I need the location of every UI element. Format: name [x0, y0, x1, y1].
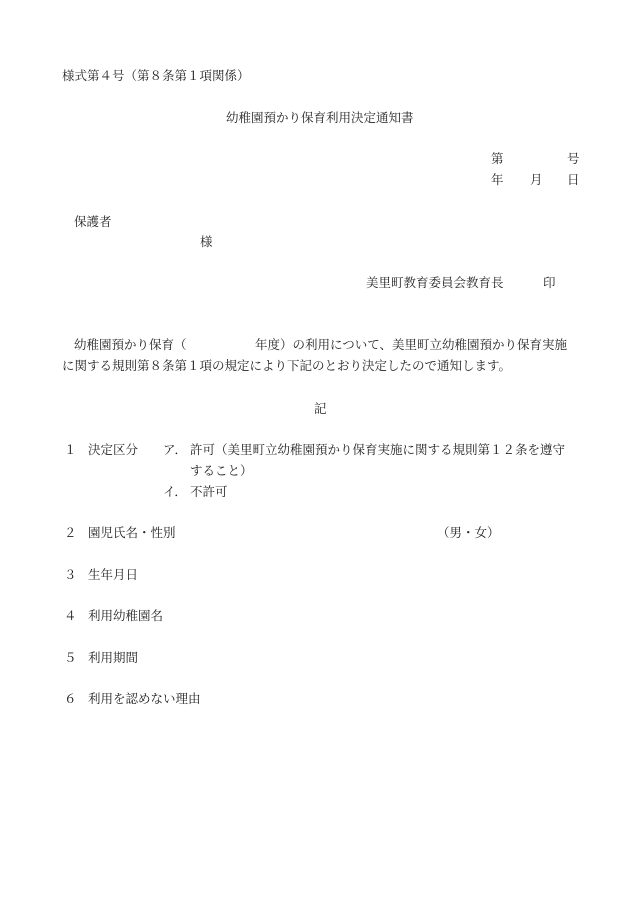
item-label: 利用期間	[88, 650, 139, 665]
item-label: 生年月日	[88, 567, 139, 582]
option-mark-b: イ．	[163, 484, 187, 499]
option-text-a-line1: 許可（美里町立幼稚園預かり保育実施に関する規則第１２条を遵守	[190, 442, 566, 457]
number-prefix: 第	[491, 151, 504, 166]
ki-heading: 記	[314, 401, 327, 416]
item-number: ４	[64, 608, 77, 623]
date-year: 年	[491, 172, 504, 187]
item-label: 利用幼稚園名	[88, 608, 164, 623]
addressee-label: 保護者	[74, 214, 112, 229]
date-month: 月	[530, 172, 543, 187]
item-label: 園児氏名・性別	[88, 525, 176, 540]
addressee-honorific: 様	[200, 234, 213, 249]
option-text-b: 不許可	[190, 484, 228, 499]
option-mark-a: ア．	[163, 442, 188, 457]
body-line-2: に関する規則第８条第１項の規定により下記のとおり決定したので通知します。	[62, 358, 512, 373]
form-reference: 様式第４号（第８条第１項関係）	[62, 68, 250, 83]
item-number: ５	[64, 650, 77, 665]
item-label: 決定区分	[88, 442, 139, 457]
option-text-a-line2: すること）	[190, 463, 253, 478]
gender-choice: （男・女）	[437, 525, 500, 540]
number-suffix: 号	[567, 151, 580, 166]
item-number: ３	[64, 567, 77, 582]
date-day: 日	[567, 172, 580, 187]
item-number: ２	[64, 525, 77, 540]
document-title: 幼稚園預かり保育利用決定通知書	[226, 110, 414, 125]
issuer-name: 美里町教育委員会教育長	[366, 275, 504, 290]
item-label: 利用を認めない理由	[88, 691, 201, 706]
item-number: ６	[64, 691, 77, 706]
body-line-1b: 年度）の利用について、美里町立幼稚園預かり保育実施	[255, 337, 568, 352]
item-number: １	[64, 442, 77, 457]
seal-mark: 印	[543, 275, 556, 290]
body-line-1a: 幼稚園預かり保育（	[74, 337, 187, 352]
